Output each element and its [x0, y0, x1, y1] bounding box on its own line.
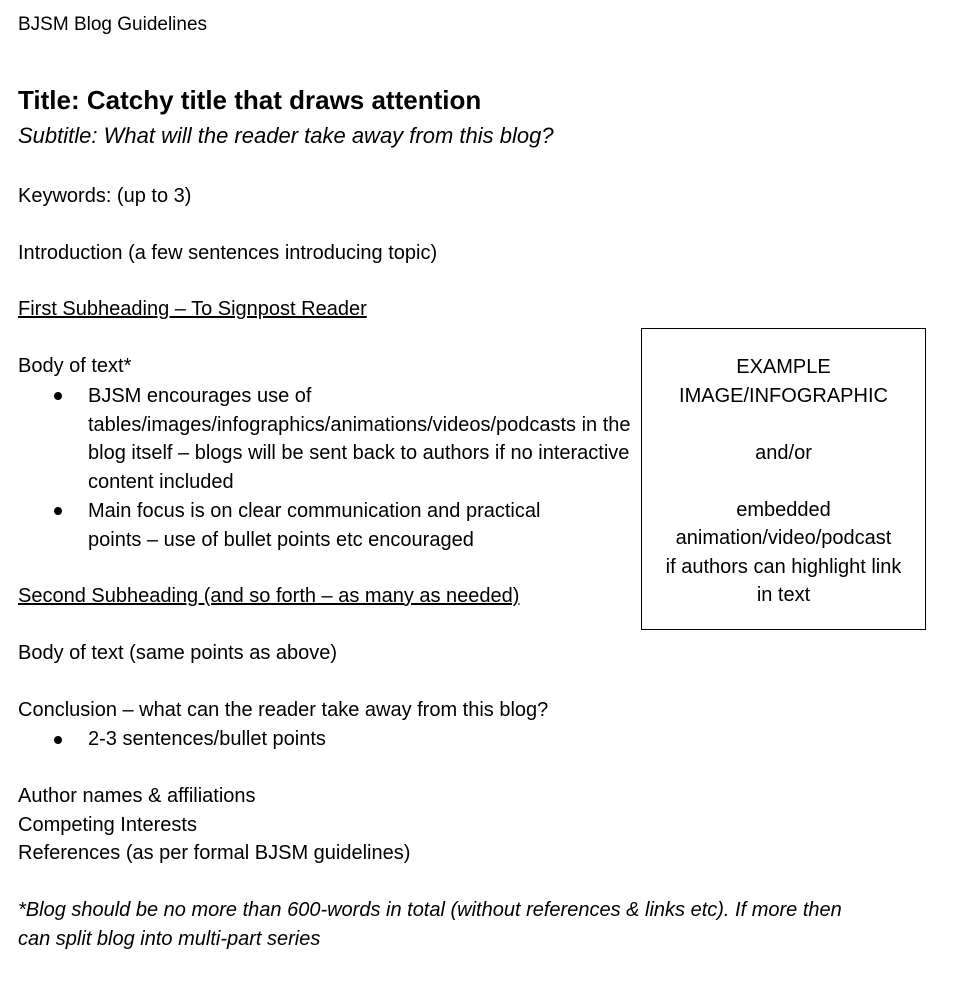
example-image-box [641, 328, 926, 630]
blog-title: Title: Catchy title that draws attention [18, 85, 482, 115]
introduction-line: Introduction (a few sentences introducing topic) [18, 242, 438, 264]
example-box-line: in text [756, 584, 811, 606]
conclusion-bullet: 2-3 sentences/bullet points [88, 728, 326, 750]
example-box-line: IMAGE/INFOGRAPHIC [679, 384, 888, 407]
bullet-item: BJSM encourages use of tables/images/infographics/animations/videos/podcasts in the blog itself – blogs will be sent back to authors if no interactive content included [88, 385, 631, 493]
author-names-line: Author names & affiliations [18, 785, 256, 807]
keywords-line: Keywords: (up to 3) [18, 185, 192, 207]
example-box-line: EXAMPLE [736, 356, 831, 378]
example-box-line: animation/video/podcast [675, 527, 892, 549]
bullet-dot-icon [54, 736, 62, 744]
bullet-dot-icon [54, 507, 62, 515]
document-header: BJSM Blog Guidelines [18, 14, 208, 35]
blog-subtitle: Subtitle: What will the reader take away from this blog? [18, 123, 554, 148]
example-box-line: embedded [736, 498, 831, 521]
example-box-line: and/or [755, 441, 812, 464]
conclusion-line: Conclusion – what can the reader take away from this blog? [18, 699, 549, 721]
example-box-line: if authors can highlight link [665, 555, 902, 578]
references-line: References (as per formal BJSM guidelines) [18, 842, 411, 864]
body-of-text-2: Body of text (same points as above) [18, 642, 338, 664]
bullet-item: Main focus is on clear communication and practical points – use of bullet points etc encouraged [88, 500, 541, 551]
first-subheading: First Subheading – To Signpost Reader [18, 298, 367, 320]
competing-interests-line: Competing Interests [18, 814, 197, 836]
footnote: *Blog should be no more than 600-words in total (without references & links etc). If more then can split blog into multi-part series [18, 899, 842, 950]
body-of-text: Body of text* [18, 355, 132, 377]
bullet-dot-icon [54, 392, 62, 400]
second-subheading: Second Subheading (and so forth – as many as needed) [18, 585, 520, 607]
